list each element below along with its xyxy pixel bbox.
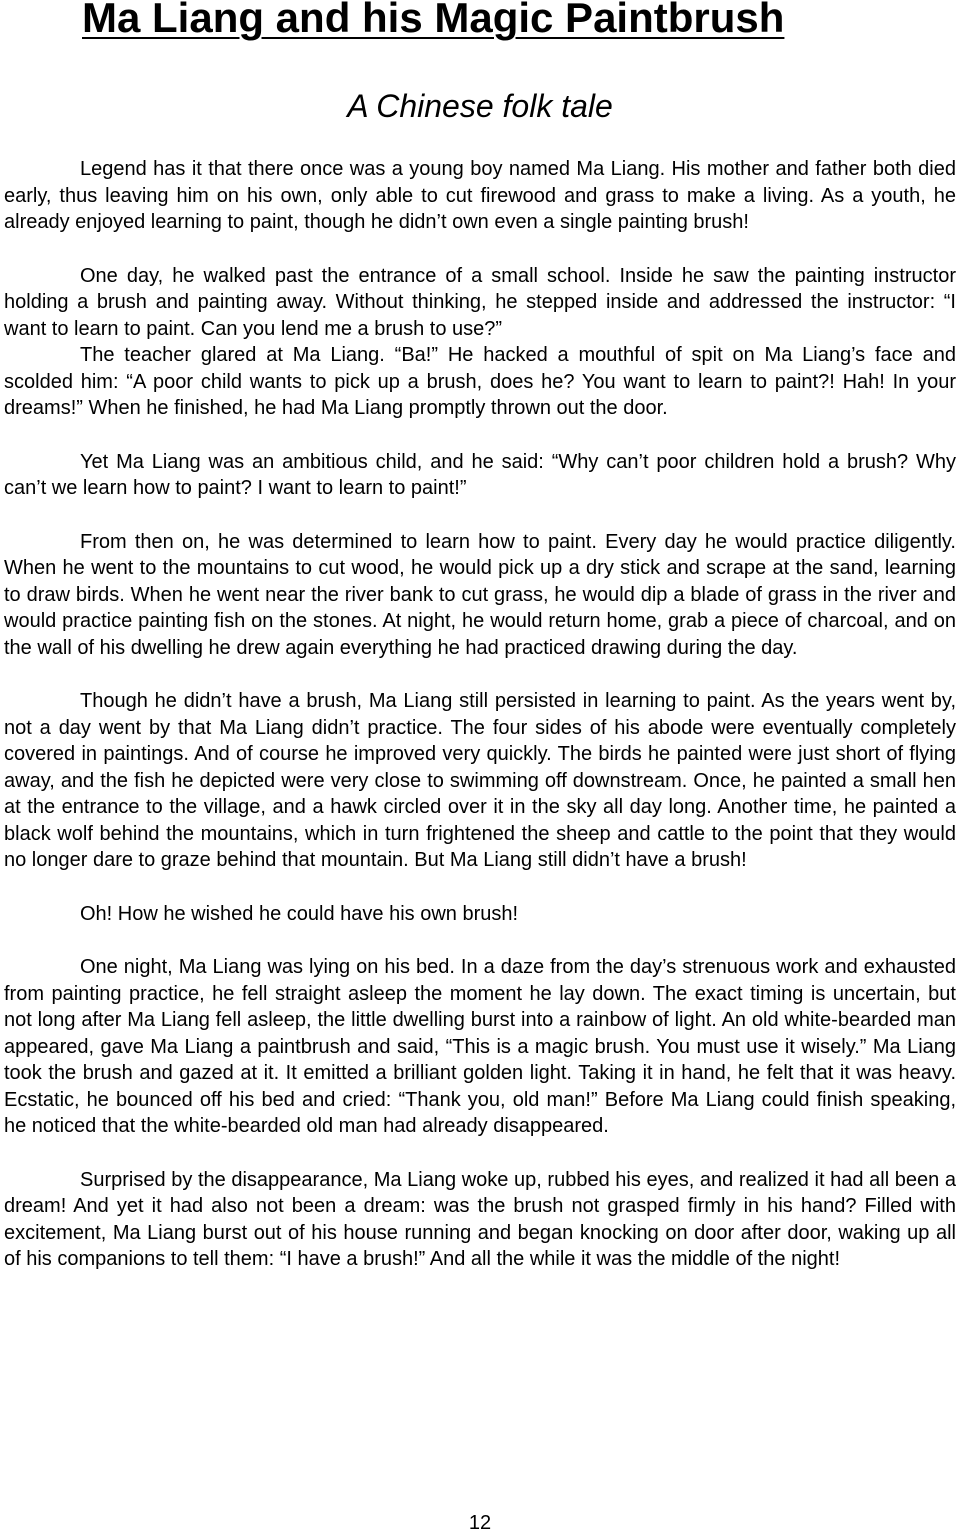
paragraph-gap (4, 661, 956, 688)
paragraph-legend: Legend has it that there once was a young boy named Ma Liang. His mother and father both died early, thus leaving him on his own, only able to cut firewood and grass to make a living. As a youth, he already enjoyed learning to paint, though he didn’t own even a single painting brush! (4, 158, 956, 233)
paragraph-awake: Surprised by the disappearance, Ma Liang woke up, rubbed his eyes, and realized it had all been a dream! And yet it had also not been a dream: was the brush not grasped firmly in his hand? Filled with excitement, Ma Liang burst out of his house running and began knocking on door after door, waking up all of his companions to tell them: “I have a brush!” And all the while it was the middle of the night! (4, 1168, 956, 1270)
paragraph-gap (4, 1140, 956, 1167)
paragraph-gap (4, 874, 956, 901)
story-title: Ma Liang and his Magic Paintbrush (82, 0, 785, 41)
paragraph-wish: Oh! How he wished he could have his own brush! (80, 902, 519, 925)
story-subtitle: A Chinese folk tale (347, 88, 613, 124)
page-number: 12 (468, 1512, 492, 1534)
paragraph-gap (4, 236, 956, 263)
paragraph-practice: From then on, he was determined to learn how to paint. Every day he would practice diligently. When he went to the mountains to cut wood, he would pick up a dry stick and scrape at the sand, learning to draw birds. When he went near the river bank to cut grass, he would dip a blade of grass in the river and would practice painting fish on the stones. At night, he would return home, grab a piece of charcoal, and on the wall of his dwelling he drew again everything he had practiced drawing during the day. (4, 530, 956, 659)
paragraph-ambitious: Yet Ma Liang was an ambitious child, and he said: “Why can’t poor children hold a brush? Why can’t we learn how to paint? I want to learn to paint!” (4, 450, 956, 499)
paragraph-gap (4, 502, 956, 529)
paragraph-gap (4, 422, 956, 449)
paragraph-dream: One night, Ma Liang was lying on his bed. In a daze from the day’s strenuous work and exhausted from painting practice, he fell straight asleep the moment he lay down. The exact timing is uncertain, but not long after Ma Liang fell asleep, the little dwelling burst into a rainbow of light. An old white-bearded man appeared, gave Ma Liang a paintbrush and said, “This is a magic brush. You must use it wisely.” Ma Liang took the brush and gazed at it. It emitted a brilliant golden light. Taking it in hand, he felt that it was heavy. Ecstatic, he bounced off his bed and cried: “Thank you, old man!” Before Ma Liang could finish speaking, he noticed that the white-bearded old man had already disappeared. (4, 956, 956, 1137)
paragraph-teacher: The teacher glared at Ma Liang. “Ba!” He hacked a mouthful of spit on Ma Liang’s face and scolded him: “A poor child wants to pick up a brush, does he? You want to learn to paint?! Hah! In your dreams!” When he finished, he had Ma Liang promptly thrown out the door. (4, 344, 956, 419)
paragraph-gap (4, 927, 956, 954)
paragraph-school: One day, he walked past the entrance of a small school. Inside he saw the painting instructor holding a brush and painting away. Without thinking, he stepped inside and addressed the instructor: “I want to learn to paint. Can you lend me a brush to use?” (4, 264, 956, 340)
story-body (4, 156, 956, 1273)
paragraph-persisted: Though he didn’t have a brush, Ma Liang still persisted in learning to paint. As the years went by, not a day went by that Ma Liang didn’t practice. The four sides of his abode were eventually completely covered in paintings. And of course he improved very quickly. The birds he painted were just short of flying away, and the fish he depicted were very close to swimming off downstream. Once, he painted a small hen at the entrance to the village, and a hawk circled over it in the sky all day long. Another time, he painted a black wolf behind the mountains, which in turn frightened the sheep and cattle to the point that they would no longer dare to graze behind that mountain. But Ma Liang still didn’t have a brush! (4, 690, 956, 871)
